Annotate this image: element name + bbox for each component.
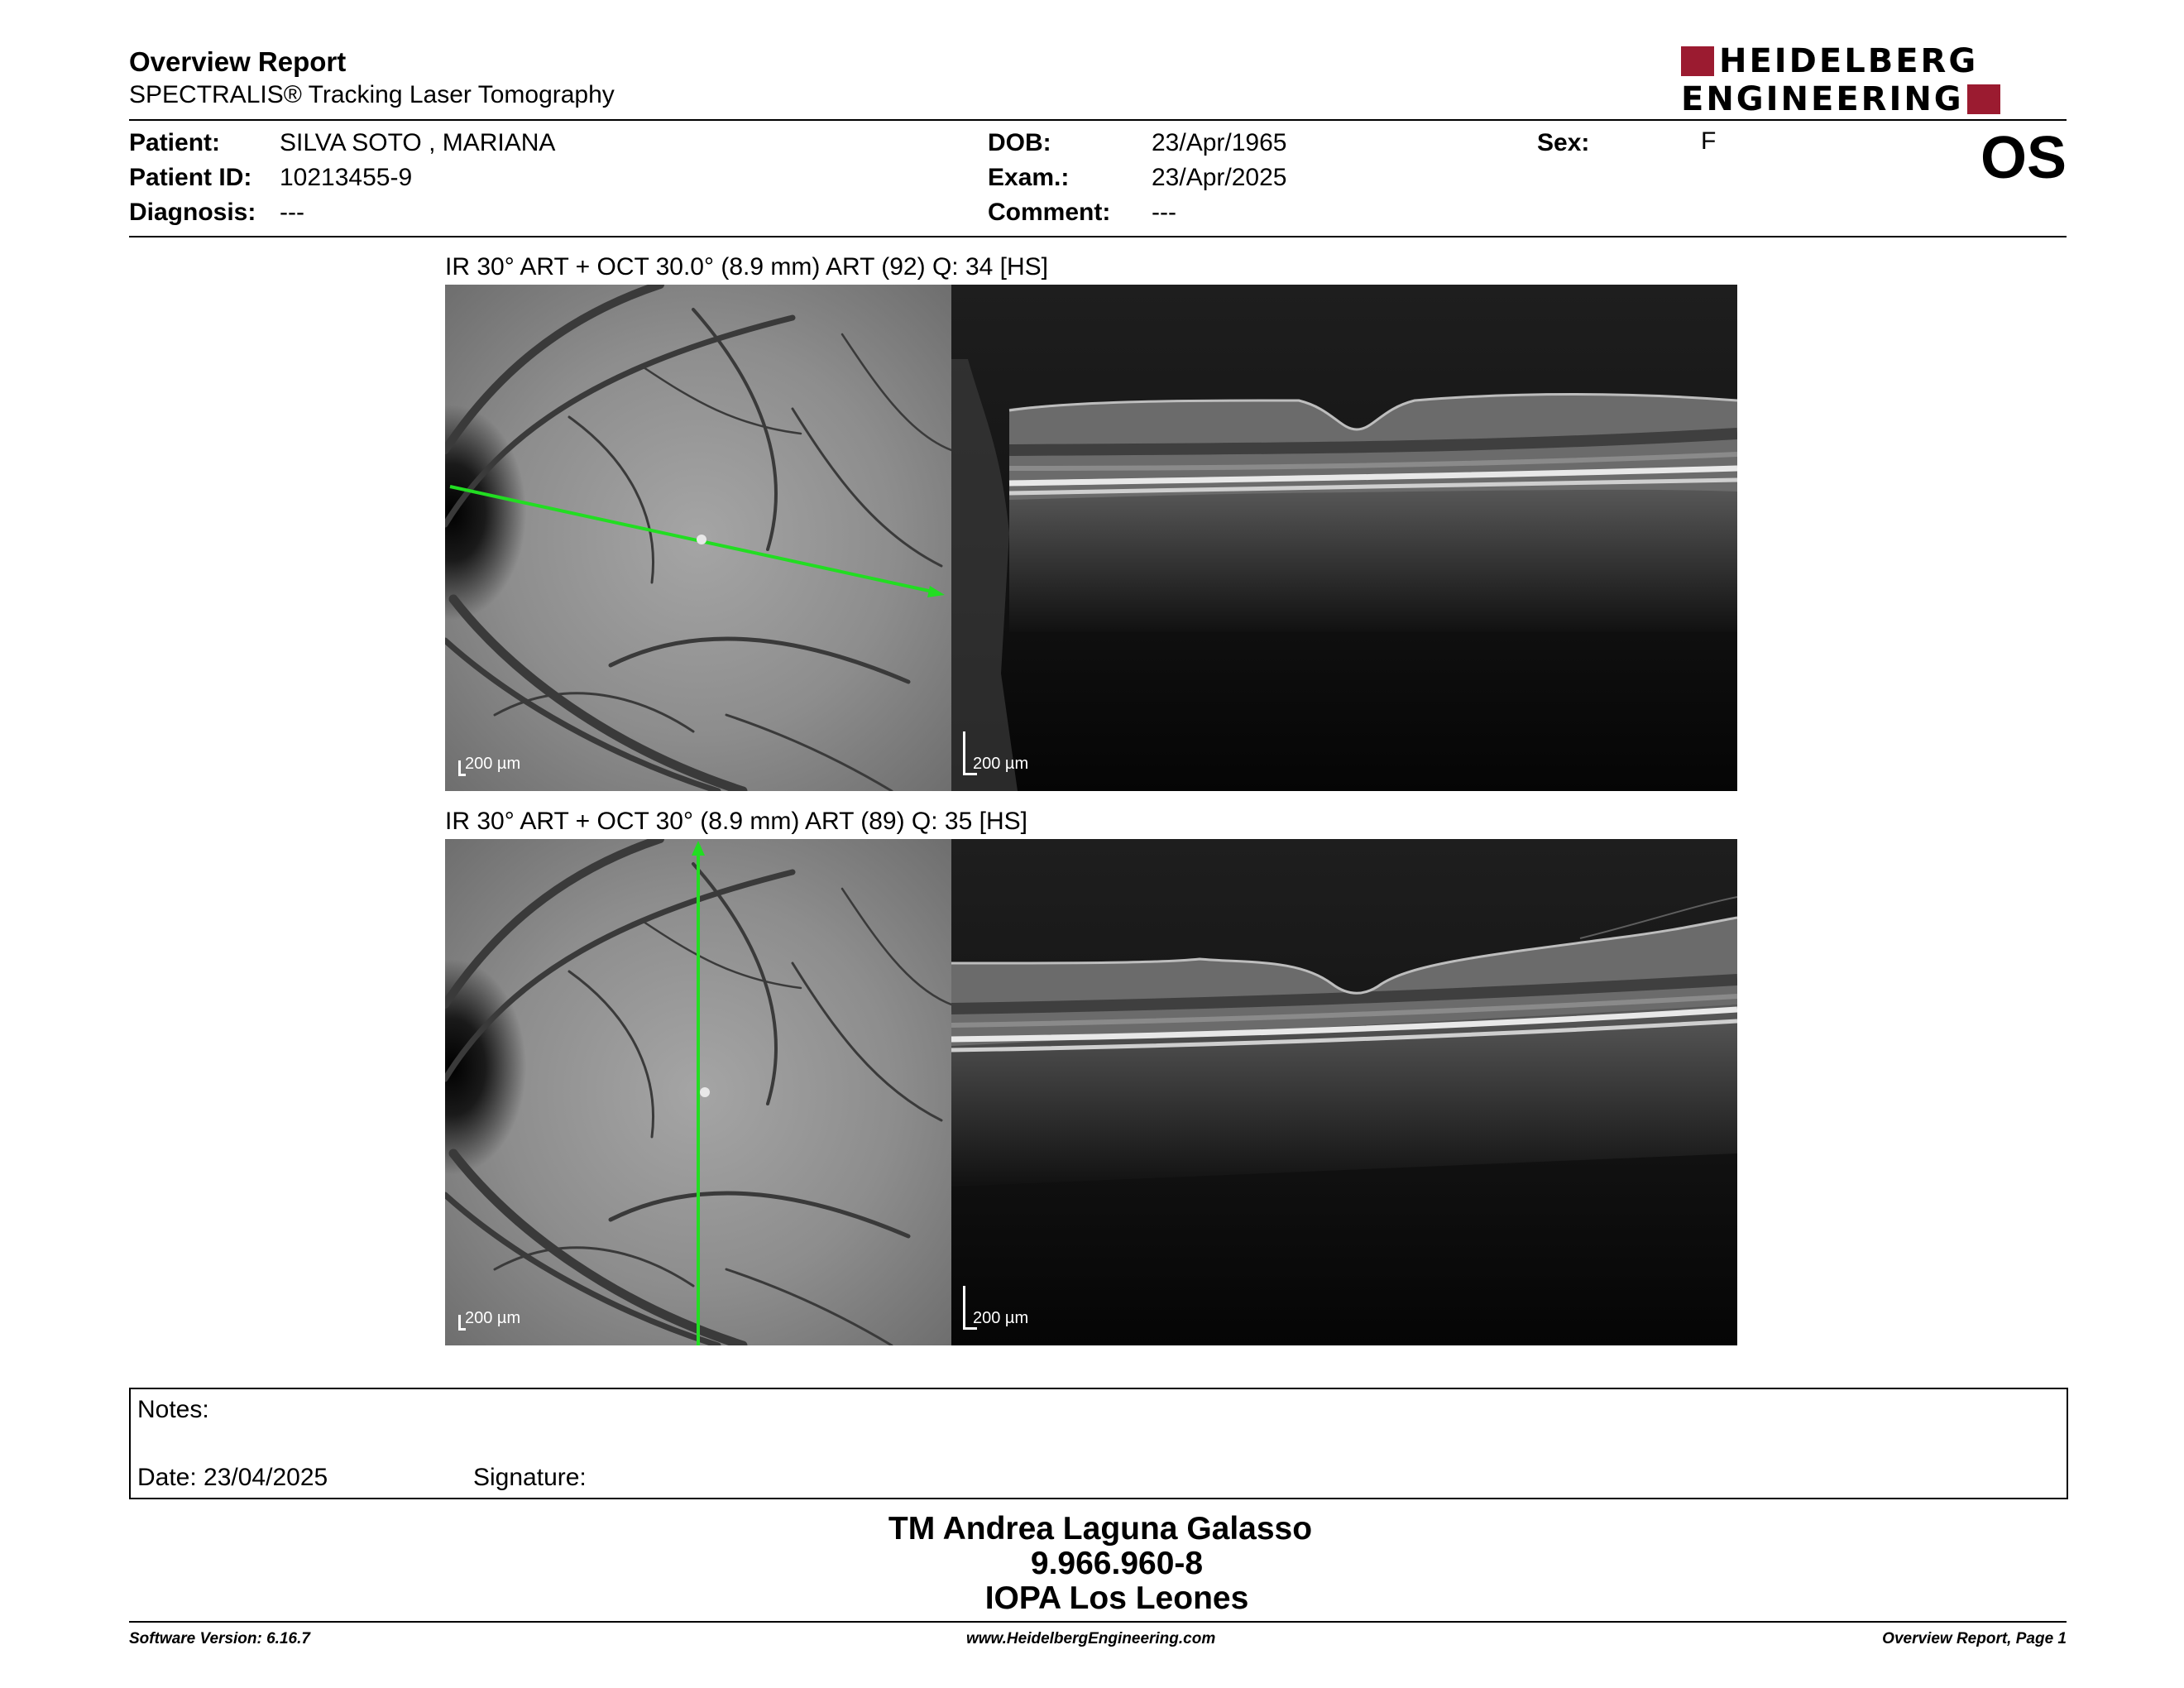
signature-label: Signature: bbox=[473, 1464, 587, 1491]
comment-value: --- bbox=[1152, 199, 1176, 226]
software-version: Software Version: 6.16.7 bbox=[129, 1630, 310, 1647]
notes-box bbox=[129, 1388, 2068, 1499]
patient-info-divider bbox=[129, 236, 2067, 237]
scale-label: 200 µm bbox=[465, 1309, 521, 1327]
scan-caption: IR 30° ART + OCT 30.0° (8.9 mm) ART (92) Q: 34 [HS] bbox=[445, 253, 1048, 281]
fundus-image bbox=[445, 839, 951, 1345]
exam-date: 23/Apr/2025 bbox=[1152, 164, 1287, 191]
oct-bscan-image bbox=[951, 839, 1737, 1345]
dob-label: DOB: bbox=[988, 129, 1051, 156]
signatory-id: 9.966.960-8 bbox=[1030, 1546, 1204, 1581]
comment-label: Comment: bbox=[988, 199, 1111, 226]
scale-label: 200 µm bbox=[465, 755, 521, 773]
logo-square-icon bbox=[1967, 84, 2000, 114]
scale-label: 200 µm bbox=[973, 755, 1029, 773]
signatory-org: IOPA Los Leones bbox=[984, 1580, 1249, 1616]
diagnosis-value: --- bbox=[280, 199, 304, 226]
oct-bscan-image bbox=[951, 285, 1737, 791]
notes-date: Date: 23/04/2025 bbox=[137, 1464, 328, 1491]
logo-text-line2: ENGINEERING bbox=[1681, 80, 1964, 118]
website-link[interactable]: www.HeidelbergEngineering.com bbox=[966, 1630, 1216, 1647]
patient-name: SILVA SOTO , MARIANA bbox=[280, 129, 556, 156]
patient-label: Patient: bbox=[129, 129, 221, 156]
report-subtitle: SPECTRALIS® Tracking Laser Tomography bbox=[129, 81, 615, 108]
footer-divider bbox=[129, 1621, 2067, 1623]
notes-label: Notes: bbox=[137, 1396, 209, 1423]
sex-label: Sex: bbox=[1537, 129, 1590, 156]
exam-label: Exam.: bbox=[988, 164, 1070, 191]
scan-caption: IR 30° ART + OCT 30° (8.9 mm) ART (89) Q: 35 [HS] bbox=[445, 808, 1027, 835]
patient-id-label: Patient ID: bbox=[129, 164, 252, 191]
header-divider bbox=[129, 119, 2067, 121]
eye-indicator: OS bbox=[1980, 125, 2067, 191]
report-title: Overview Report bbox=[129, 46, 347, 77]
heidelberg-logo bbox=[1681, 42, 2067, 118]
logo-square-icon bbox=[1681, 46, 1714, 76]
page-indicator: Overview Report, Page 1 bbox=[1882, 1630, 2067, 1647]
diagnosis-label: Diagnosis: bbox=[129, 199, 256, 226]
dob-value: 23/Apr/1965 bbox=[1152, 129, 1287, 156]
sex-value: F bbox=[1701, 127, 1717, 155]
patient-id: 10213455-9 bbox=[280, 164, 413, 191]
logo-text-line1: HEIDELBERG bbox=[1719, 42, 1979, 80]
signatory-name: TM Andrea Laguna Galasso bbox=[888, 1511, 1313, 1547]
scale-label: 200 µm bbox=[973, 1309, 1029, 1327]
fundus-image bbox=[445, 285, 951, 791]
